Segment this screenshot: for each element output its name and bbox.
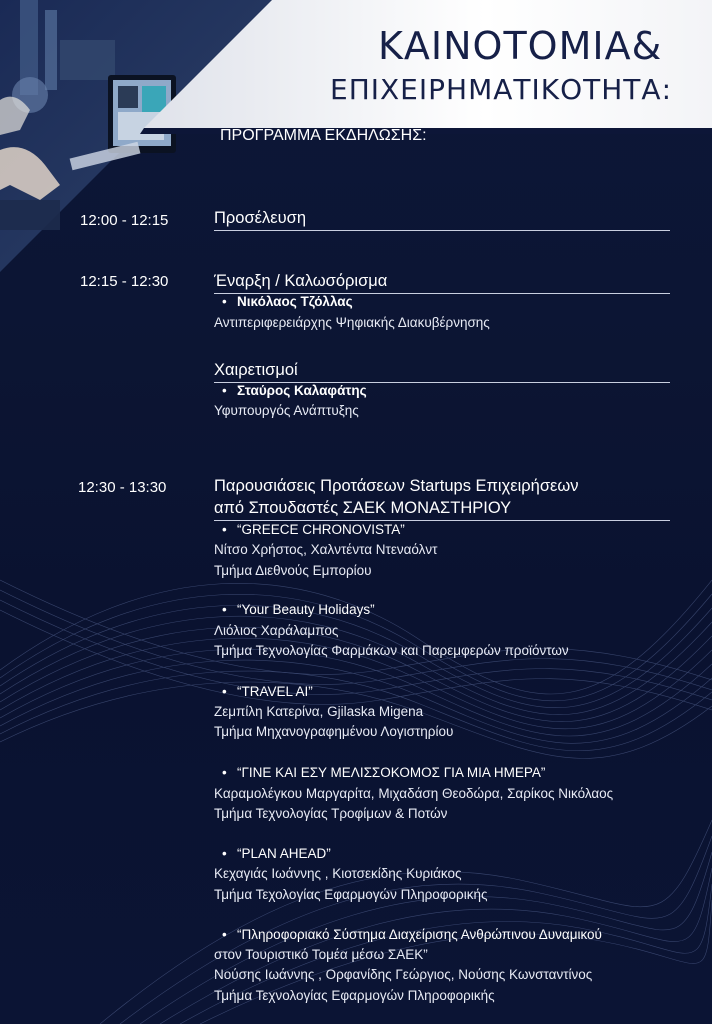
- startup-title: “PLAN AHEAD”: [237, 846, 331, 861]
- startup-name: [214, 602, 375, 617]
- startup-students: Κεχαγιάς Ιωάννης , Κιοτσεκίδης Κυριάκος: [214, 866, 462, 881]
- startup-title: “ΓΙΝΕ ΚΑΙ ΕΣΥ ΜΕΛΙΣΣΟΚΟΜΟΣ ΓΙΑ ΜΙΑ ΗΜΕΡΑ”: [237, 765, 546, 780]
- startup-department: Τμήμα Τεχνολογίας Τροφίμων & Ποτών: [214, 806, 448, 821]
- bullet-icon: •: [222, 684, 227, 699]
- startup-department: Τμήμα Τεχνολογίας Φαρμάκων και Παρεμφερών προϊόντων: [214, 643, 569, 658]
- bullet-icon: •: [222, 383, 227, 398]
- startup-title: “Your Beauty Holidays”: [237, 602, 375, 617]
- speaker-role: Αντιπεριφερειάρχης Ψηφιακής Διακυβέρνησης: [214, 315, 490, 330]
- time-slot-2: 12:15 - 12:30: [80, 273, 169, 290]
- bullet-icon: •: [222, 765, 227, 780]
- bullet-icon: •: [222, 294, 227, 309]
- bullet-icon: •: [222, 522, 227, 537]
- section-title-presentations-line-2: από Σπουδαστές ΣΑΕΚ ΜΟΝΑΣΤΗΡΙΟΥ: [214, 498, 670, 521]
- startup-title-continued: στον Τουριστικό Τομέα μέσω ΣΑΕΚ”: [214, 947, 428, 962]
- bullet-icon: •: [222, 927, 227, 942]
- speaker-role: Υφυπουργός Ανάπτυξης: [214, 403, 359, 418]
- startup-department: Τμήμα Τεχνολογίας Εφαρμογών Πληροφορικής: [214, 988, 495, 1003]
- startup-name: [214, 846, 331, 861]
- startup-students: Ζεμπίλη Κατερίνα, Gjilaska Migena: [214, 704, 424, 719]
- startup-name: [214, 765, 545, 780]
- time-slot-3: 12:30 - 13:30: [78, 479, 167, 496]
- startup-name: [214, 522, 405, 537]
- bullet-icon: •: [222, 846, 227, 861]
- speaker-name: Νικόλαος Τζόλλας: [237, 294, 353, 309]
- speaker-bullet: [214, 383, 367, 398]
- program-heading: ΠΡΟΓΡΑΜΜΑ ΕΚΔΗΛΩΣΗΣ:: [220, 127, 427, 144]
- speaker-bullet: [214, 294, 353, 309]
- time-slot-1: 12:00 - 12:15: [80, 212, 169, 229]
- startup-students: Νούσης Ιωάννης , Ορφανίδης Γεώργιος, Νούσης Κωνσταντίνος: [214, 967, 593, 982]
- speaker-name: Σταύρος Καλαφάτης: [237, 383, 367, 398]
- startup-department: Τμήμα Διεθνούς Εμπορίου: [214, 563, 372, 578]
- section-title-arrival: Προσέλευση: [214, 208, 670, 231]
- section-title-presentations-line-1: Παρουσιάσεις Προτάσεων Startups Επιχειρήσεων: [214, 477, 579, 495]
- startup-students: Καραμολέγκου Μαργαρίτα, Μιχαδάση Θεοδώρα, Σαρίκος Νικόλαος: [214, 786, 614, 801]
- startup-students: Νίτσο Χρήστος, Χαλντέντα Ντεναόλντ: [214, 542, 438, 557]
- startup-department: Τμήμα Μηχανογραφημένου Λογιστηρίου: [214, 724, 454, 739]
- section-title-greetings: Χαιρετισμοί: [214, 360, 670, 383]
- title-line-2: ΕΠΙΧΕΙΡΗΜΑΤΙΚΟΤΗΤΑ:: [330, 73, 672, 106]
- startup-name: [214, 927, 602, 942]
- startup-students: Λιόλιος Χαράλαμπος: [214, 623, 339, 638]
- startup-title: “GREECE CHRONOVISTA”: [237, 522, 405, 537]
- startup-title: “Πληροφοριακό Σύστημα Διαχείρισης Ανθρώπινου Δυναμικού: [237, 927, 602, 942]
- startup-title: “TRAVEL AI”: [237, 684, 313, 699]
- section-title-opening: Έναρξη / Καλωσόρισμα: [214, 271, 670, 294]
- startup-department: Τμήμα Τεχολογίας Εφαρμογών Πληροφορικής: [214, 887, 488, 902]
- startup-name: [214, 684, 313, 699]
- title-line-1: ΚΑΙΝΟΤΟΜΙΑ&: [378, 24, 663, 68]
- bullet-icon: •: [222, 602, 227, 617]
